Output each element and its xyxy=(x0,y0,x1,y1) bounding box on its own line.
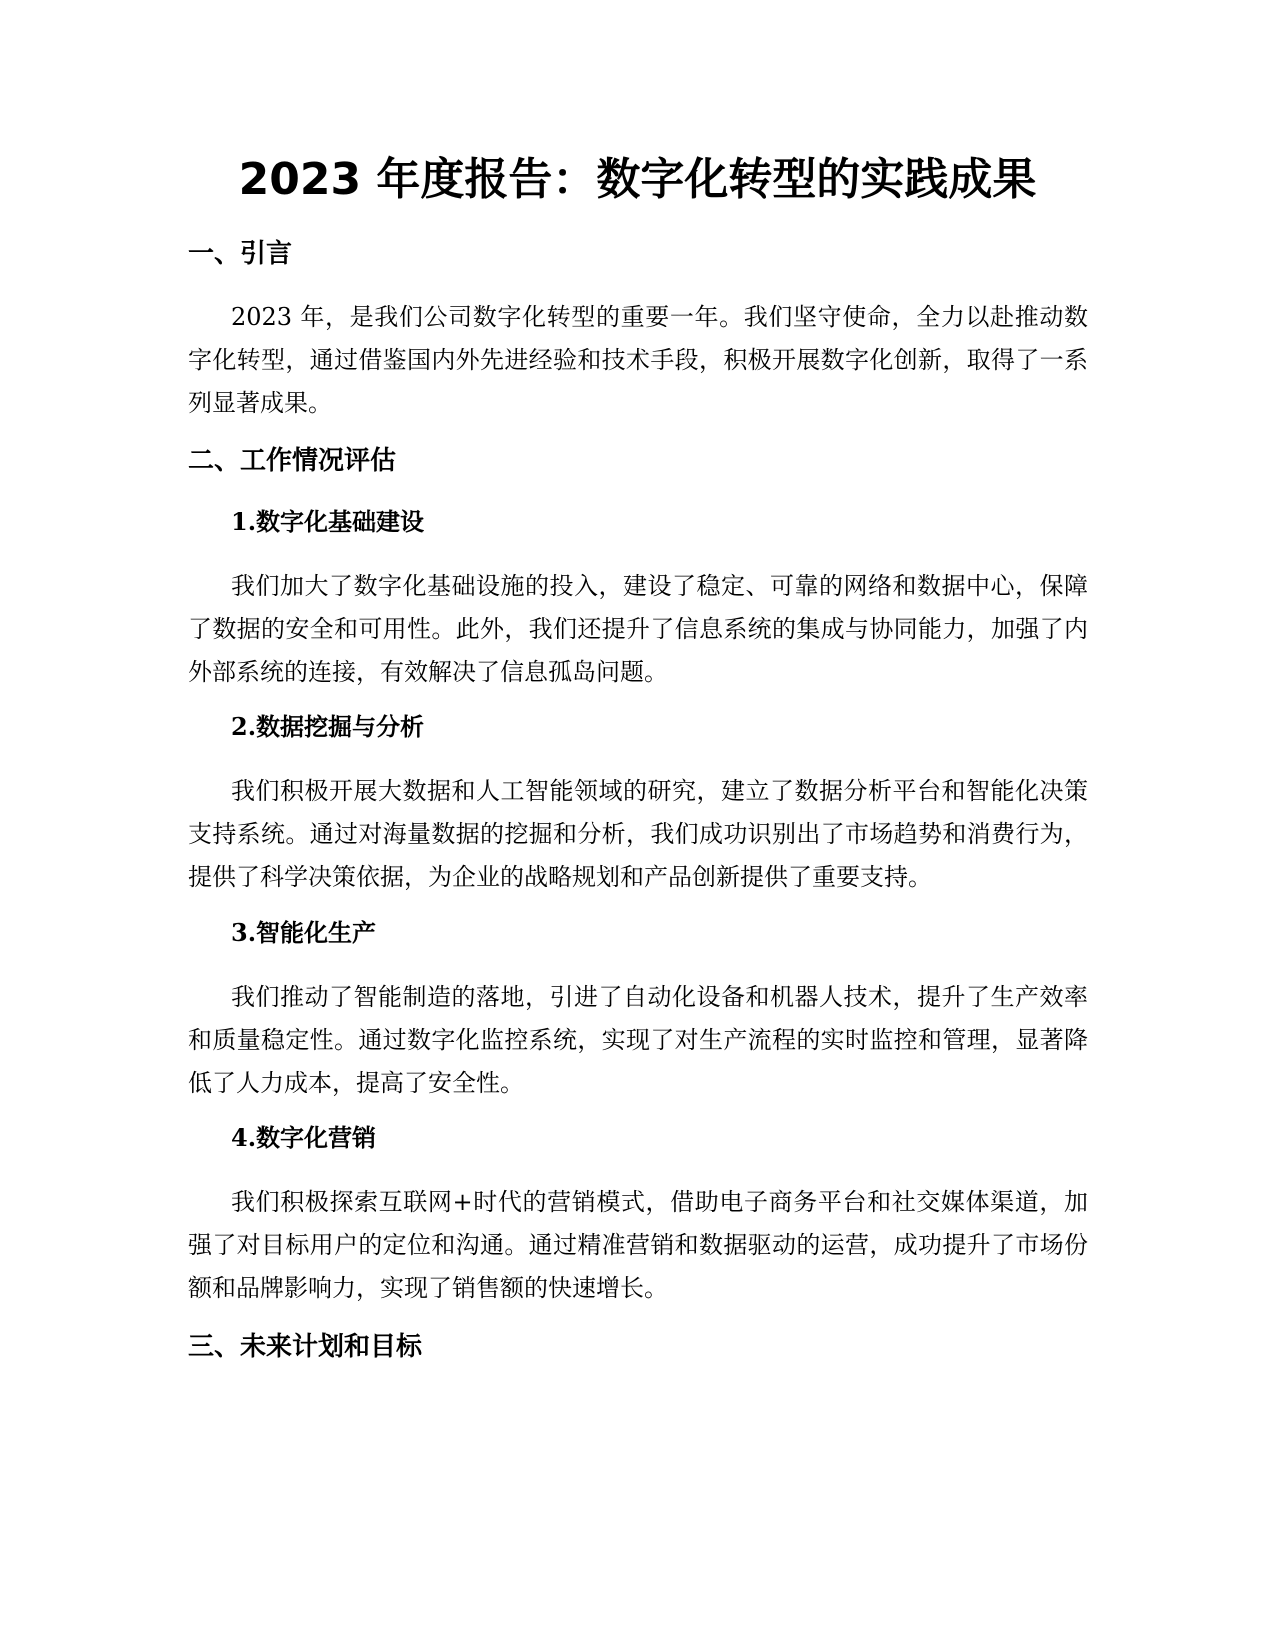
introduction-paragraph: 2023 年，是我们公司数字化转型的重要一年。我们坚守使命，全力以赴推动数字化转型，通过借鉴国内外先进经验和技术手段，积极开展数字化创新，取得了一系列显著成果。 xyxy=(188,303,1088,417)
subsection-title-digital-marketing: 4.数字化营销 xyxy=(231,1123,377,1152)
data-mining-paragraph: 我们积极开展大数据和人工智能领域的研究，建立了数据分析平台和智能化决策支持系统。通过对海量数据的挖掘和分析，我们成功识别出了市场趋势和消费行为，提供了科学决策依据，为企业的战略规划和产品创新提供了重要支持。 xyxy=(188,777,1088,891)
subsection-title-digital-infrastructure: 1.数字化基础建设 xyxy=(231,507,425,536)
subsection-title-data-mining: 2.数据挖掘与分析 xyxy=(231,712,425,741)
section-heading-introduction: 一、引言 xyxy=(188,239,293,269)
document-title: 2023 年度报告：数字化转型的实践成果 xyxy=(238,154,1037,205)
digital-infrastructure-paragraph: 我们加大了数字化基础设施的投入，建设了稳定、可靠的网络和数据中心，保障了数据的安全和可用性。此外，我们还提升了信息系统的集成与协同能力，加强了内外部系统的连接，有效解决了信息孤岛问题。 xyxy=(188,572,1088,686)
intelligent-production-paragraph: 我们推动了智能制造的落地，引进了自动化设备和机器人技术，提升了生产效率和质量稳定性。通过数字化监控系统，实现了对生产流程的实时监控和管理，显著降低了人力成本，提高了安全性。 xyxy=(188,983,1088,1097)
section-heading-future-plans: 三、未来计划和目标 xyxy=(188,1332,423,1362)
digital-marketing-paragraph: 我们积极探索互联网+时代的营销模式，借助电子商务平台和社交媒体渠道，加强了对目标用户的定位和沟通。通过精准营销和数据驱动的运营，成功提升了市场份额和品牌影响力，实现了销售额的快速增长。 xyxy=(188,1188,1088,1302)
section-heading-work-evaluation: 二、工作情况评估 xyxy=(188,446,397,476)
subsection-title-intelligent-production: 3.智能化生产 xyxy=(231,918,377,947)
